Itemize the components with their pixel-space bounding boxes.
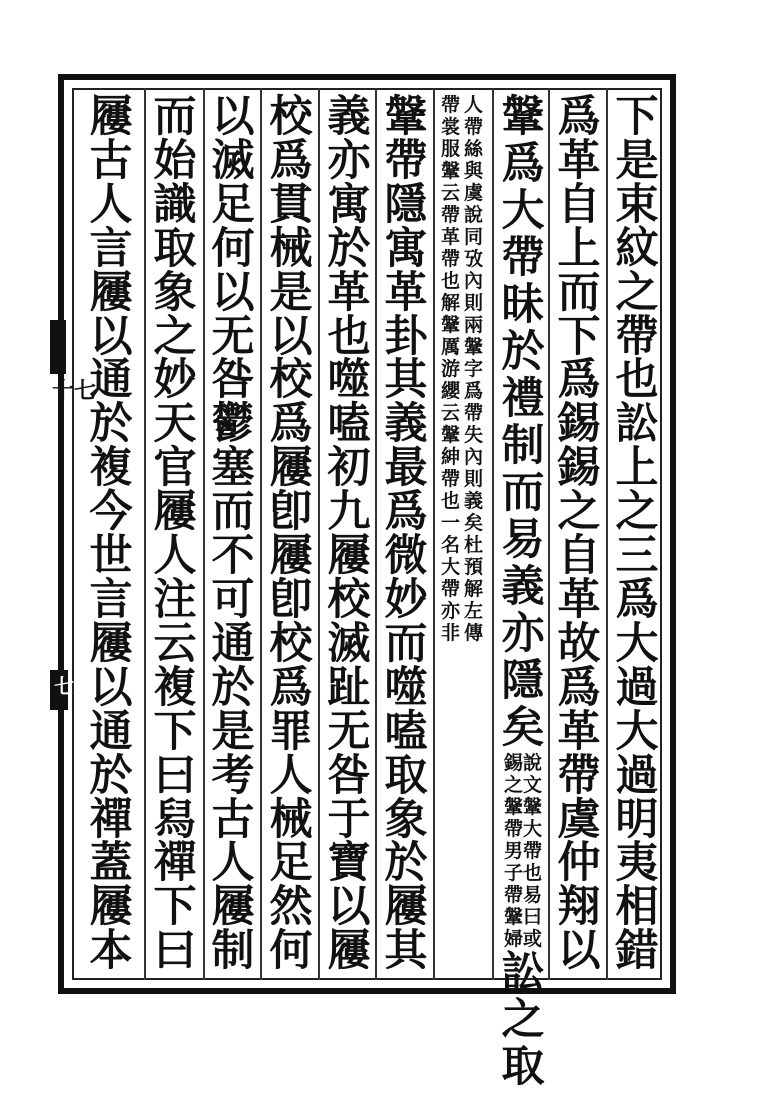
- character: 帶: [501, 233, 545, 283]
- character: 矣: [463, 512, 483, 534]
- character: 通: [89, 355, 133, 406]
- character: 貫: [269, 179, 313, 230]
- character: 足: [211, 179, 255, 230]
- character: 錯: [615, 926, 659, 977]
- text-column-7: [264, 92, 318, 977]
- character: 屨: [327, 531, 371, 582]
- character: 帶: [440, 468, 460, 490]
- annotation-subcolumn-right: [462, 96, 485, 646]
- character: 爲: [557, 92, 601, 142]
- character: 革: [327, 267, 371, 318]
- character: 是: [615, 135, 659, 186]
- character: 卽: [269, 487, 313, 538]
- column-rule: [260, 88, 262, 980]
- character: 帶: [440, 248, 460, 270]
- character: 古: [211, 794, 255, 845]
- character: 虞: [557, 794, 601, 845]
- character: 錫: [557, 443, 601, 494]
- character: 複: [153, 662, 197, 713]
- character: 自: [557, 531, 601, 582]
- character: 屨: [327, 926, 371, 977]
- character: 解: [440, 292, 460, 314]
- character: 校: [269, 355, 313, 406]
- character: 曰: [153, 750, 197, 801]
- character: 而: [501, 468, 545, 518]
- character: 上: [615, 443, 659, 494]
- character: 舄: [153, 794, 197, 845]
- character: 其: [384, 355, 428, 406]
- character: 隱: [501, 656, 545, 706]
- character: 爲: [269, 135, 313, 186]
- character: 相: [615, 882, 659, 933]
- text-column-3-note: [504, 754, 542, 952]
- character: 然: [269, 882, 313, 933]
- margin-fish-tail-mark: [50, 320, 66, 374]
- character: 子: [503, 862, 523, 884]
- character: 鞶: [440, 314, 460, 336]
- character: 曰: [153, 926, 197, 977]
- character: 內: [463, 270, 483, 292]
- character: 纓: [440, 380, 460, 402]
- character: 字: [463, 358, 483, 380]
- character: 翔: [557, 882, 601, 933]
- character: 大: [440, 556, 460, 578]
- character: 也: [327, 311, 371, 362]
- character: 訟: [501, 948, 545, 998]
- character: 以: [327, 882, 371, 933]
- character: 爲: [269, 399, 313, 450]
- character: 罪: [269, 706, 313, 757]
- character: 同: [463, 226, 483, 248]
- character: 帶: [557, 750, 601, 801]
- character: 屨: [211, 882, 255, 933]
- text-column-8: [206, 92, 260, 977]
- column-rule: [492, 88, 494, 980]
- character: 男: [503, 840, 523, 862]
- character: 注: [153, 574, 197, 625]
- character: 亦: [327, 135, 371, 186]
- character: 滅: [327, 618, 371, 669]
- character: 過: [615, 662, 659, 713]
- character: 帶: [440, 578, 460, 600]
- character: 爲: [269, 662, 313, 713]
- character: 帶: [523, 840, 543, 862]
- character: 非: [440, 622, 460, 644]
- character: 以: [211, 92, 255, 142]
- character: 革: [557, 706, 601, 757]
- character: 考: [211, 750, 255, 801]
- character: 虞: [463, 182, 483, 204]
- character: 以: [89, 662, 133, 713]
- character: 於: [211, 662, 255, 713]
- character: 鞶: [503, 906, 523, 928]
- character: 下: [557, 311, 601, 362]
- character: 人: [153, 531, 197, 582]
- character: 制: [501, 421, 545, 471]
- text-column-3-main: [501, 92, 545, 754]
- character: 曰: [523, 906, 543, 928]
- character: 一: [440, 512, 460, 534]
- character: 明: [615, 794, 659, 845]
- character: 之: [557, 487, 601, 538]
- character: 之: [501, 995, 545, 1045]
- character: 革: [440, 226, 460, 248]
- character: 取: [501, 1042, 545, 1092]
- character: 義: [327, 92, 371, 142]
- character: 嗑: [384, 706, 428, 757]
- character: 帶: [440, 94, 460, 116]
- character: 錫: [557, 399, 601, 450]
- character: 昧: [501, 280, 545, 330]
- character: 帶: [503, 884, 523, 906]
- character: 今: [89, 487, 133, 538]
- character: 人: [89, 179, 133, 230]
- character: 爲: [557, 355, 601, 406]
- character: 足: [269, 838, 313, 889]
- character: 下: [615, 92, 659, 142]
- character: 革: [557, 574, 601, 625]
- character: 帶: [440, 204, 460, 226]
- character: 文: [523, 774, 543, 796]
- character: 則: [463, 292, 483, 314]
- annotation-pair: [439, 96, 485, 646]
- character: 大: [615, 618, 659, 669]
- character: 禮: [501, 374, 545, 424]
- character: 械: [269, 794, 313, 845]
- character: 爲: [384, 487, 428, 538]
- character: 也: [440, 270, 460, 292]
- character: 之: [153, 311, 197, 362]
- character: 鞶: [523, 796, 543, 818]
- character: 內: [463, 446, 483, 468]
- character: 取: [384, 750, 428, 801]
- character: 是: [211, 706, 255, 757]
- character: 下: [153, 882, 197, 933]
- annotation-subcolumn-right: [523, 754, 542, 952]
- character: 卽: [269, 574, 313, 625]
- text-column-9: [148, 92, 202, 977]
- character: 官: [153, 443, 197, 494]
- character: 人: [269, 750, 313, 801]
- character: 通: [211, 618, 255, 669]
- character: 鞶: [440, 424, 460, 446]
- character: 失: [463, 424, 483, 446]
- character: 傳: [463, 622, 483, 644]
- character: 大: [523, 818, 543, 840]
- character: 亦: [501, 609, 545, 659]
- character: 屨: [269, 531, 313, 582]
- character: 噬: [327, 355, 371, 406]
- character: 制: [211, 926, 255, 977]
- character: 可: [211, 574, 255, 625]
- character: 校: [269, 92, 313, 142]
- character: 說: [523, 752, 543, 774]
- character: 爲: [463, 380, 483, 402]
- character: 鞶: [463, 336, 483, 358]
- character: 而: [211, 487, 255, 538]
- character: 帶: [384, 135, 428, 186]
- character: 帶: [503, 818, 523, 840]
- character: 鞶: [503, 796, 523, 818]
- character: 左: [463, 600, 483, 622]
- character: 是: [269, 267, 313, 318]
- character: 杜: [463, 534, 483, 556]
- character: 云: [440, 182, 460, 204]
- margin-section-label: 十七: [52, 378, 97, 404]
- character: 鞶: [440, 160, 460, 182]
- character: 无: [327, 706, 371, 757]
- character: 以: [89, 311, 133, 362]
- character: 之: [615, 267, 659, 318]
- character: 卦: [384, 311, 428, 362]
- column-rule: [606, 88, 608, 980]
- character: 大: [615, 706, 659, 757]
- character: 人: [463, 94, 483, 116]
- character: 絲: [463, 138, 483, 160]
- character: 云: [440, 402, 460, 424]
- character: 帶: [463, 116, 483, 138]
- character: 自: [557, 179, 601, 230]
- character: 故: [557, 618, 601, 669]
- character: 紋: [615, 223, 659, 274]
- character: 无: [211, 311, 255, 362]
- character: 帶: [463, 402, 483, 424]
- character: 取: [153, 223, 197, 274]
- character: 裳: [440, 116, 460, 138]
- character: 之: [615, 487, 659, 538]
- character: 於: [327, 223, 371, 274]
- character: 解: [463, 578, 483, 600]
- character: 屨: [89, 618, 133, 669]
- annotation-subcolumn-left: [439, 96, 462, 646]
- character: 最: [384, 443, 428, 494]
- character: 禪: [153, 838, 197, 889]
- character: 夷: [615, 838, 659, 889]
- character: 微: [384, 531, 428, 582]
- character: 名: [440, 534, 460, 556]
- character: 屨: [153, 487, 197, 538]
- character: 隱: [384, 179, 428, 230]
- character: 鬱: [211, 399, 255, 450]
- character: 言: [89, 574, 133, 625]
- character: 亦: [440, 600, 460, 622]
- character: 束: [615, 179, 659, 230]
- text-column-3-tail: [501, 948, 545, 1093]
- column-rule: [203, 88, 205, 980]
- character: 之: [503, 774, 523, 796]
- character: 爲: [501, 139, 545, 189]
- character: 天: [153, 399, 197, 450]
- text-column-1: [610, 92, 664, 977]
- character: 三: [615, 531, 659, 582]
- character: 咎: [211, 355, 255, 406]
- character: 複: [89, 443, 133, 494]
- character: 以: [211, 267, 255, 318]
- character: 於: [89, 399, 133, 450]
- character: 義: [501, 562, 545, 612]
- character: 紳: [440, 446, 460, 468]
- character: 妙: [384, 574, 428, 625]
- character: 也: [523, 862, 543, 884]
- character: 寓: [327, 179, 371, 230]
- character: 嗑: [327, 399, 371, 450]
- character: 服: [440, 138, 460, 160]
- character: 校: [327, 574, 371, 625]
- character: 何: [269, 926, 313, 977]
- character: 仲: [557, 838, 601, 889]
- character: 大: [501, 186, 545, 236]
- character: 與: [463, 160, 483, 182]
- character: 何: [211, 223, 255, 274]
- character: 象: [153, 267, 197, 318]
- character: 說: [463, 204, 483, 226]
- character: 本: [89, 926, 133, 977]
- character: 通: [89, 706, 133, 757]
- character: 攷: [463, 248, 483, 270]
- text-column-5: [379, 92, 433, 977]
- character: 帶: [615, 311, 659, 362]
- character: 而: [557, 267, 601, 318]
- character: 訟: [615, 399, 659, 450]
- character: 鞶: [501, 92, 545, 142]
- character: 屨: [89, 882, 133, 933]
- character: 易: [501, 515, 545, 565]
- character: 而: [384, 618, 428, 669]
- character: 革: [557, 135, 601, 186]
- character: 屨: [89, 267, 133, 318]
- character: 或: [523, 928, 543, 950]
- character: 而: [153, 92, 197, 142]
- character: 禪: [89, 794, 133, 845]
- character: 也: [440, 490, 460, 512]
- annotation-subcolumn-left: [504, 754, 523, 952]
- character: 屨: [269, 443, 313, 494]
- character: 游: [440, 358, 460, 380]
- character: 世: [89, 531, 133, 582]
- character: 塞: [211, 443, 255, 494]
- character: 以: [269, 311, 313, 362]
- character: 易: [523, 884, 543, 906]
- character: 蓋: [89, 838, 133, 889]
- character: 滅: [211, 135, 255, 186]
- character: 屨: [89, 92, 133, 142]
- character: 義: [384, 399, 428, 450]
- character: 兩: [463, 314, 483, 336]
- character: 初: [327, 443, 371, 494]
- character: 噬: [384, 662, 428, 713]
- text-column-2: [552, 92, 606, 977]
- character: 其: [384, 926, 428, 977]
- character: 下: [153, 706, 197, 757]
- character: 屨: [384, 882, 428, 933]
- character: 鞶: [384, 92, 428, 142]
- character: 錫: [503, 752, 523, 774]
- character: 於: [501, 327, 545, 377]
- character: 寶: [327, 838, 371, 889]
- character: 云: [153, 618, 197, 669]
- character: 則: [463, 468, 483, 490]
- character: 言: [89, 223, 133, 274]
- character: 過: [615, 750, 659, 801]
- character: 上: [557, 223, 601, 274]
- character: 人: [211, 838, 255, 889]
- character: 爲: [557, 662, 601, 713]
- character: 於: [384, 838, 428, 889]
- character: 識: [153, 179, 197, 230]
- character: 爲: [615, 574, 659, 625]
- character: 義: [463, 490, 483, 512]
- character: 象: [384, 794, 428, 845]
- character: 預: [463, 556, 483, 578]
- character: 以: [557, 926, 601, 977]
- column-rule: [433, 88, 435, 980]
- character: 咎: [327, 750, 371, 801]
- character: 械: [269, 223, 313, 274]
- character: 校: [269, 618, 313, 669]
- character: 不: [211, 531, 255, 582]
- character: 革: [384, 267, 428, 318]
- character: 古: [89, 135, 133, 186]
- text-column-6: [322, 92, 376, 977]
- annotation-column: [439, 96, 485, 974]
- character: 始: [153, 135, 197, 186]
- character: 婦: [503, 928, 523, 950]
- margin-page-number: 七: [54, 674, 74, 698]
- text-column-3: [496, 92, 550, 1092]
- column-rule: [318, 88, 320, 980]
- character: 於: [89, 750, 133, 801]
- text-column-10: [84, 92, 138, 977]
- character: 也: [615, 355, 659, 406]
- column-rule: [144, 88, 146, 980]
- character: 寓: [384, 223, 428, 274]
- character: 矣: [501, 703, 545, 753]
- character: 妙: [153, 355, 197, 406]
- character: 趾: [327, 662, 371, 713]
- character: 九: [327, 487, 371, 538]
- character: 厲: [440, 336, 460, 358]
- character: 于: [327, 794, 371, 845]
